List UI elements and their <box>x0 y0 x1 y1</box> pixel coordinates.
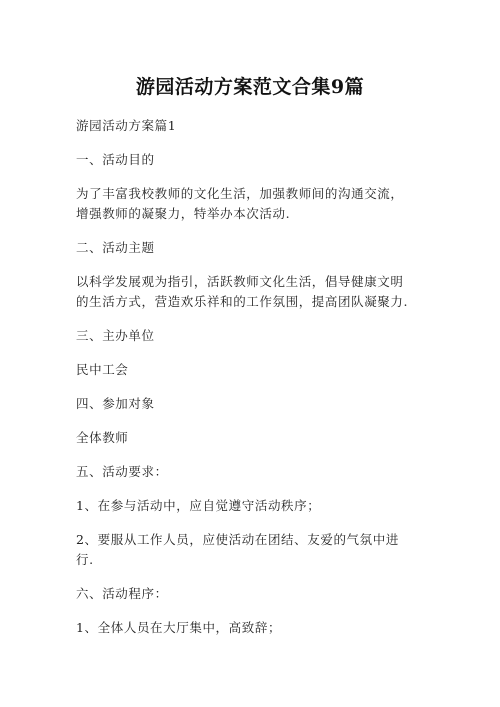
paragraph-theme <box>76 272 436 312</box>
text-line: 的生活方式，营造欢乐祥和的工作氛围，提高团队凝聚力. <box>76 294 409 309</box>
text-line: 以科学发展观为指引，活跃教师文化生活，倡导健康文明 <box>76 274 404 289</box>
text-line: 1、在参与活动中，应自觉遵守活动秩序； <box>76 498 321 513</box>
text-line: 四、参加对象 <box>76 396 155 411</box>
text-line: 三、主办单位 <box>76 328 155 343</box>
document-title: 游园活动方案范文合集9篇 <box>135 76 365 98</box>
section-heading-requirements <box>76 462 436 482</box>
list-item-procedure-1 <box>76 618 436 638</box>
text-line: 为了丰富我校教师的文化生活，加强教师间的沟通交流， <box>76 186 404 201</box>
text-line: 游园活动方案篇1 <box>76 118 177 133</box>
text-line: 民中工会 <box>76 362 129 377</box>
text-line: 1、全体人员在大厅集中，高致辞； <box>76 620 282 635</box>
section-heading-theme <box>76 238 436 258</box>
text-line: 六、活动程序： <box>76 586 168 601</box>
list-item-requirement-1 <box>76 496 436 516</box>
paragraph-purpose <box>76 184 436 224</box>
text-line: 全体教师 <box>76 430 129 445</box>
section-heading-purpose <box>76 150 436 170</box>
text-line: 二、活动主题 <box>76 240 155 255</box>
paragraph-organizer <box>76 360 436 380</box>
paragraph-heading <box>76 116 436 136</box>
text-line: 五、活动要求： <box>76 464 168 479</box>
section-heading-organizer <box>76 326 436 346</box>
list-item-requirement-2 <box>76 530 436 570</box>
section-heading-procedure <box>76 584 436 604</box>
document-body <box>76 116 436 638</box>
paragraph-participants <box>76 428 436 448</box>
text-line: 2、要服从工作人员，应使活动在团结、友爱的气氛中进 <box>76 532 399 547</box>
text-line: 行. <box>76 552 94 567</box>
text-line: 一、活动目的 <box>76 152 155 167</box>
text-line: 增强教师的凝聚力，特举办本次活动. <box>76 206 291 221</box>
section-heading-participants <box>76 394 436 414</box>
